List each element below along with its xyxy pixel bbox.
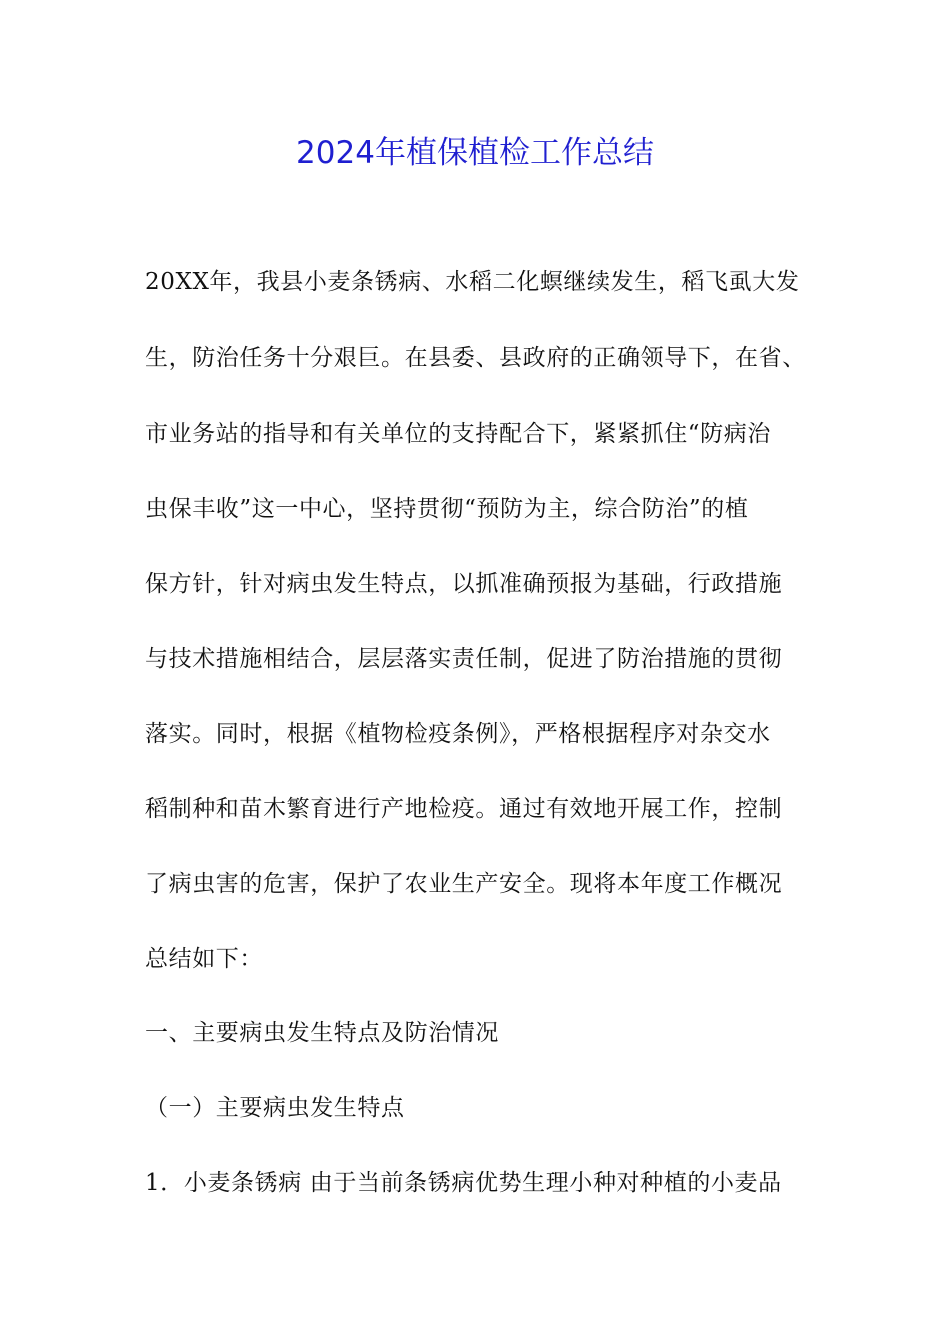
section-heading-1: 一、主要病虫发生特点及防治情况 [145, 1020, 499, 1046]
body-line-4: 虫保丰收”这一中心，坚持贯彻“预防为主，综合防治”的植 [145, 496, 749, 522]
body-line-7: 落实。同时，根据《植物检疫条例》，严格根据程序对杂交水 [145, 721, 771, 747]
body-line-1: 20XX年，我县小麦条锈病、水稻二化螟继续发生，稻飞虱大发 [145, 269, 800, 295]
body-line-2: 生，防治任务十分艰巨。在县委、县政府的正确领导下，在省、 [145, 345, 806, 371]
body-line-9: 了病虫害的危害，保护了农业生产安全。现将本年度工作概况 [145, 871, 783, 897]
body-line-11: 1．小麦条锈病 由于当前条锈病优势生理小种对种植的小麦品 [145, 1170, 782, 1196]
subsection-heading-1: （一）主要病虫发生特点 [145, 1095, 405, 1121]
document-title: 2024年植保植检工作总结 [296, 135, 654, 171]
body-line-3: 市业务站的指导和有关单位的支持配合下，紧紧抓住“防病治 [145, 421, 771, 447]
body-line-8: 稻制种和苗木繁育进行产地检疫。通过有效地开展工作，控制 [145, 796, 783, 822]
body-line-5: 保方针，针对病虫发生特点，以抓准确预报为基础，行政措施 [145, 571, 783, 597]
body-line-10: 总结如下： [145, 946, 263, 972]
body-line-6: 与技术措施相结合，层层落实责任制，促进了防治措施的贯彻 [145, 646, 783, 672]
